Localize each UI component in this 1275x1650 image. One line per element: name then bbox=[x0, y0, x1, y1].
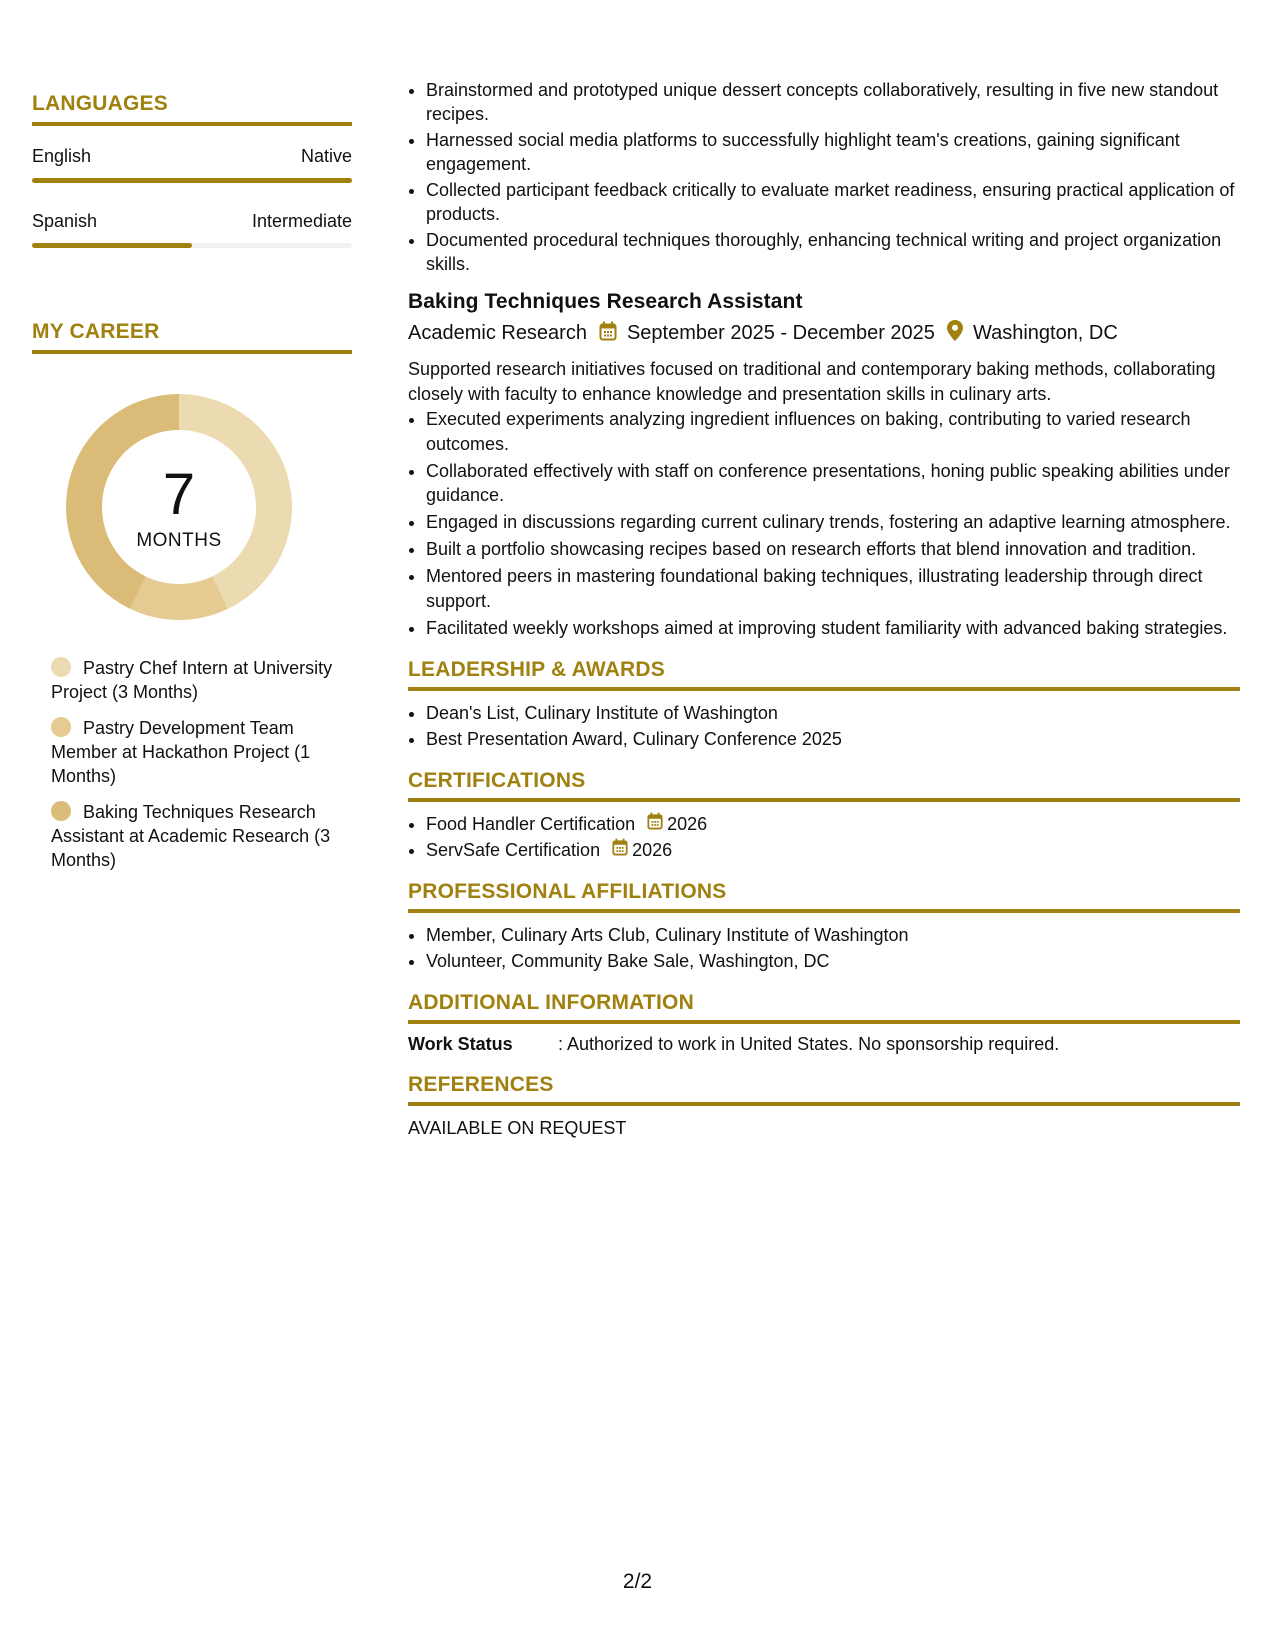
calendar-icon bbox=[612, 838, 628, 862]
donut-center bbox=[66, 462, 292, 552]
languages-title: LANGUAGES bbox=[32, 92, 352, 126]
additional-info-title: ADDITIONAL INFORMATION bbox=[408, 991, 1240, 1024]
language-bar-fill bbox=[32, 178, 352, 183]
list-item: • Volunteer, Community Bake Sale, Washington, DC bbox=[426, 949, 1240, 973]
language-bar bbox=[32, 243, 352, 248]
list-item: • Engaged in discussions regarding current culinary trends, fostering an adaptive learning atmosphere. bbox=[426, 510, 1240, 535]
job-dates: September 2025 - December 2025 bbox=[626, 322, 935, 344]
location-pin-icon bbox=[947, 320, 963, 347]
leadership-list bbox=[408, 701, 1240, 751]
references-title: REFERENCES bbox=[408, 1073, 1240, 1106]
job-meta bbox=[408, 320, 1240, 347]
legend-item bbox=[51, 716, 352, 788]
career-title: MY CAREER bbox=[32, 320, 352, 354]
language-bar-fill bbox=[32, 243, 192, 248]
work-status-value: : Authorized to work in United States. No sponsorship required. bbox=[558, 1034, 1060, 1054]
cert-year: 2026 bbox=[632, 840, 673, 860]
job-bullets bbox=[408, 407, 1240, 640]
legend-label: Pastry Development Team Member at Hackathon Project (1 Months) bbox=[51, 718, 311, 786]
list-item: • Member, Culinary Arts Club, Culinary Institute of Washington bbox=[426, 923, 1240, 947]
cert-name: • Food Handler Certification bbox=[426, 814, 636, 834]
right-column bbox=[408, 78, 1240, 1139]
language-bar bbox=[32, 178, 352, 183]
donut-segment-2 bbox=[130, 576, 228, 620]
language-name: Spanish bbox=[32, 211, 98, 231]
previous-job-bullets bbox=[408, 78, 1240, 276]
list-item: • Harnessed social media platforms to successfully highlight team's creations, gaining significant engagement. bbox=[426, 128, 1240, 176]
language-spanish bbox=[32, 211, 352, 248]
cert-year: 2026 bbox=[667, 814, 708, 834]
calendar-icon bbox=[599, 321, 617, 347]
calendar-icon bbox=[647, 812, 663, 836]
affiliations-list bbox=[408, 923, 1240, 973]
list-item: • Mentored peers in mastering foundational baking techniques, illustrating leadership through direct support. bbox=[426, 564, 1240, 613]
job-description: Supported research initiatives focused on traditional and contemporary baking methods, collaborating closely with faculty to enhance knowledge and presentation skills in culinary arts. bbox=[408, 359, 1216, 404]
work-status-key: Work Status bbox=[408, 1034, 513, 1054]
legend-dot-icon bbox=[51, 801, 71, 821]
list-item: • Collaborated effectively with staff on conference presentations, honing public speaking abilities under guidance. bbox=[426, 459, 1240, 508]
legend-label: Baking Techniques Research Assistant at Academic Research (3 Months) bbox=[51, 802, 331, 870]
affiliations-title: PROFESSIONAL AFFILIATIONS bbox=[408, 880, 1240, 913]
career-legend bbox=[32, 656, 352, 872]
job-title: Baking Techniques Research Assistant bbox=[408, 290, 803, 313]
cert-name: • ServSafe Certification bbox=[426, 840, 601, 860]
list-item: • Best Presentation Award, Culinary Conference 2025 bbox=[426, 727, 1240, 751]
left-column bbox=[32, 92, 352, 884]
job-location: Washington, DC bbox=[972, 322, 1118, 344]
list-item: • Brainstormed and prototyped unique dessert concepts collaboratively, resulting in five new standout recipes. bbox=[426, 78, 1240, 126]
language-level: Intermediate bbox=[251, 211, 352, 231]
list-item: • Built a portfolio showcasing recipes based on research efforts that blend innovation and tradition. bbox=[426, 537, 1240, 562]
career-total-months: 7 bbox=[162, 462, 196, 527]
career-section bbox=[32, 320, 352, 872]
list-item: • Collected participant feedback critically to evaluate market readiness, ensuring practical application of products. bbox=[426, 178, 1240, 226]
leadership-title: LEADERSHIP & AWARDS bbox=[408, 658, 1240, 691]
work-status-row bbox=[408, 1034, 1240, 1055]
certifications-title: CERTIFICATIONS bbox=[408, 769, 1240, 802]
language-level: Native bbox=[300, 146, 352, 166]
list-item bbox=[426, 812, 1240, 836]
career-donut-chart bbox=[66, 394, 292, 620]
list-item: • Documented procedural techniques thoroughly, enhancing technical writing and project organization skills. bbox=[426, 228, 1240, 276]
references-text: AVAILABLE ON REQUEST bbox=[408, 1118, 627, 1138]
legend-item bbox=[51, 800, 352, 872]
page-number: 2/2 bbox=[622, 1570, 653, 1593]
legend-dot-icon bbox=[51, 657, 71, 677]
legend-dot-icon bbox=[51, 717, 71, 737]
certifications-list bbox=[408, 812, 1240, 862]
legend-item bbox=[51, 656, 352, 704]
list-item: • Executed experiments analyzing ingredient influences on baking, contributing to varied research outcomes. bbox=[426, 407, 1240, 456]
job-company: Academic Research bbox=[408, 322, 587, 344]
list-item: • Dean's List, Culinary Institute of Washington bbox=[426, 701, 1240, 725]
list-item bbox=[426, 838, 1240, 862]
career-unit: MONTHS bbox=[136, 530, 222, 551]
language-english bbox=[32, 146, 352, 183]
legend-label: Pastry Chef Intern at University Project (3 Months) bbox=[51, 658, 333, 702]
language-name: English bbox=[32, 146, 92, 166]
list-item: • Facilitated weekly workshops aimed at improving student familiarity with advanced baking strategies. bbox=[426, 616, 1240, 641]
